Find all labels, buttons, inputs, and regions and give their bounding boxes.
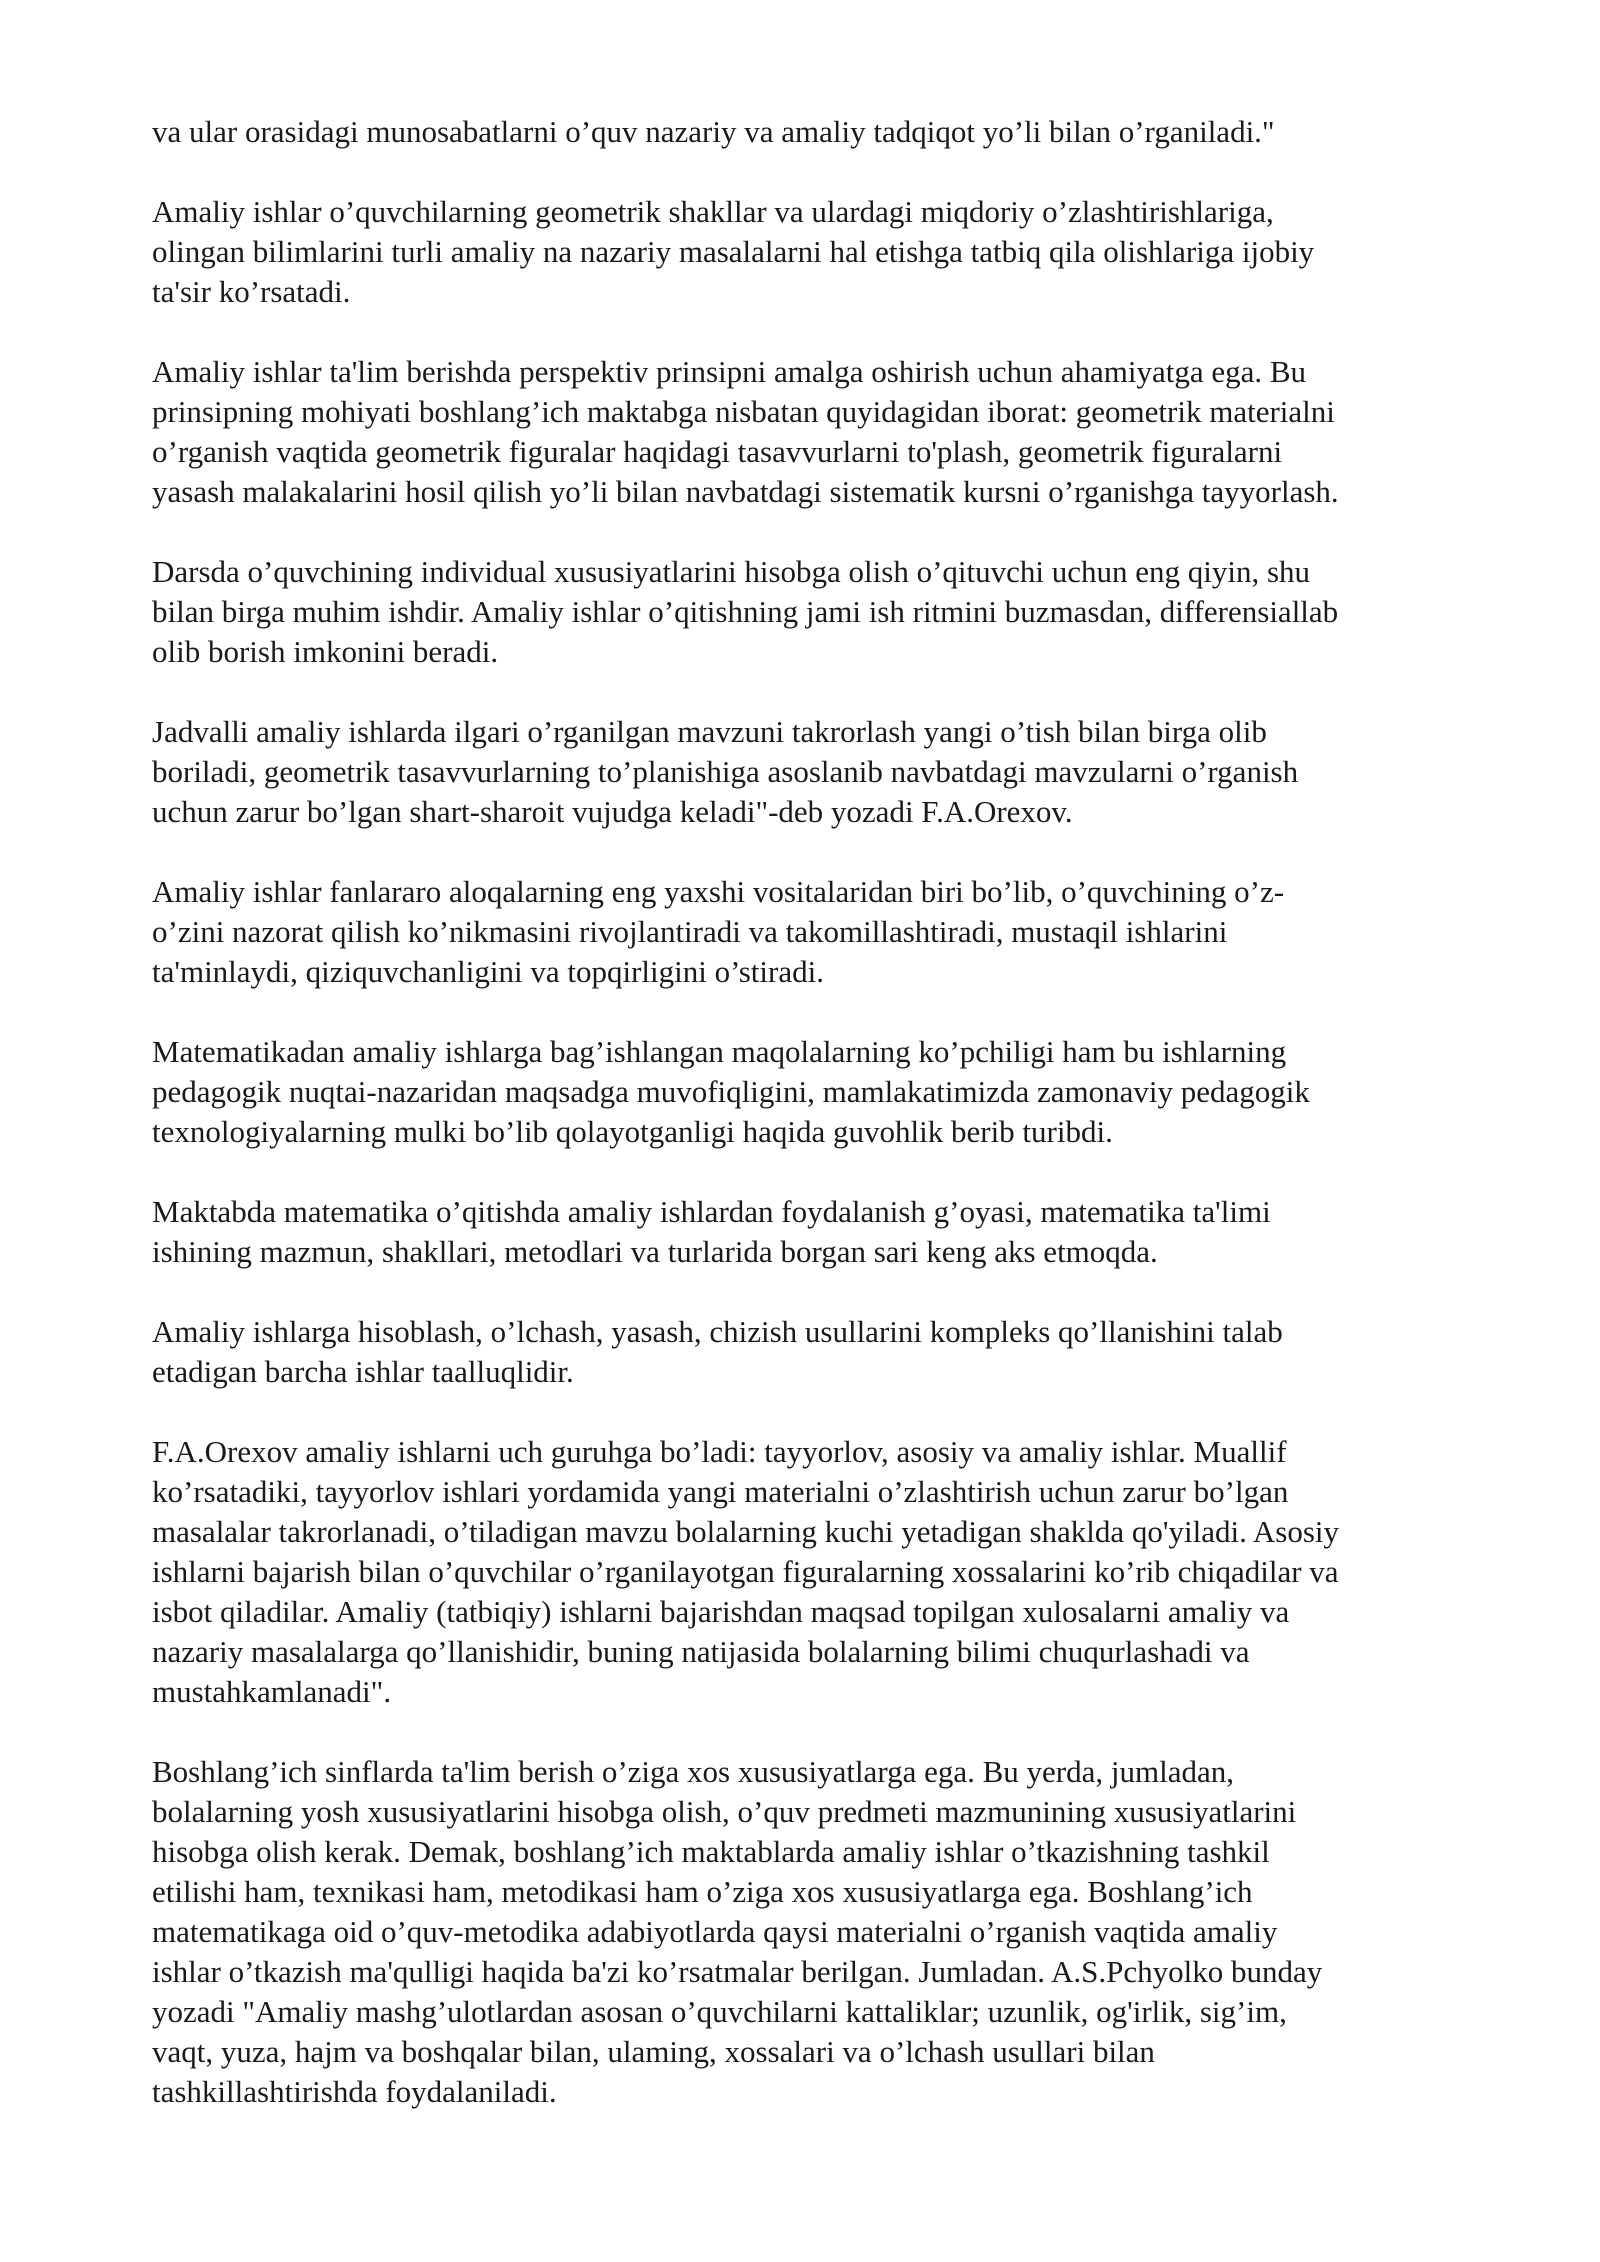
text-line: ta'sir ko’rsatadi. <box>152 274 351 309</box>
text-line: boriladi, geometrik tasavvurlarning to’planishiga asoslanib navbatdagi mavzularni o’rganish <box>152 754 1299 789</box>
paragraph <box>152 1312 1504 1392</box>
text-line: olib borish imkonini beradi. <box>152 634 499 669</box>
text-line: o’zini nazorat qilish ko’nikmasini rivojlantiradi va takomillashtiradi, mustaqil ishlarini <box>152 914 1228 949</box>
paragraph <box>152 1432 1504 1712</box>
text-line: uchun zarur bo’lgan shart-sharoit vujudga keladi"-deb yozadi F.A.Orexov. <box>152 794 1073 829</box>
paragraph <box>152 1032 1504 1152</box>
text-line: bolalarning yosh xususiyatlarini hisobga olish, o’quv predmeti mazmunining xususiyatlarini <box>152 1794 1297 1829</box>
text-line: Matematikadan amaliy ishlarga bag’ishlangan maqolalarning ko’pchiligi ham bu ishlarning <box>152 1034 1287 1069</box>
text-line: olingan bilimlarini turli amaliy na nazariy masalalarni hal etishga tatbiq qila olishlariga ijobiy <box>152 234 1315 269</box>
paragraph <box>152 1192 1504 1272</box>
paragraph <box>152 552 1504 672</box>
text-line: vaqt, yuza, hajm va boshqalar bilan, ulaming, xossalari va o’lchash usullari bilan <box>152 2034 1155 2069</box>
text-line: Amaliy ishlar fanlararo aloqalarning eng yaxshi vositalaridan biri bo’lib, o’quvchining o’z- <box>152 874 1285 909</box>
text-line: etadigan barcha ishlar taalluqlidir. <box>152 1354 574 1389</box>
text-line: nazariy masalalarga qo’llanishidir, buning natijasida bolalarning bilimi chuqurlashadi va <box>152 1634 1250 1669</box>
text-line: yozadi "Amaliy mashg’ulotlardan asosan o’quvchilarni kattaliklar; uzunlik, og'irlik, sig’im, <box>152 1994 1287 2029</box>
text-line: Maktabda matematika o’qitishda amaliy ishlardan foydalanish g’oyasi, matematika ta'limi <box>152 1194 1271 1229</box>
paragraph <box>152 872 1504 992</box>
text-line: Amaliy ishlar o’quvchilarning geometrik shakllar va ulardagi miqdoriy o’zlashtirishlariga, <box>152 194 1274 229</box>
paragraph <box>152 112 1504 152</box>
text-line: matematikaga oid o’quv-metodika adabiyotlarda qaysi materialni o’rganish vaqtida amaliy <box>152 1914 1278 1949</box>
text-line: yasash malakalarini hosil qilish yo’li bilan navbatdagi sistematik kursni o’rganishga tayyorlash. <box>152 474 1339 509</box>
text-line: Amaliy ishlar ta'lim berishda perspektiv prinsipni amalga oshirish uchun ahamiyatga ega. Bu <box>152 354 1307 389</box>
text-line: Amaliy ishlarga hisoblash, o’lchash, yasash, chizish usullarini kompleks qo’llanishini talab <box>152 1314 1283 1349</box>
text-line: Darsda o’quvchining individual xususiyatlarini hisobga olish o’qituvchi uchun eng qiyin, shu <box>152 554 1311 589</box>
paragraph <box>152 352 1504 512</box>
document-page <box>152 112 1504 2152</box>
text-line: bilan birga muhim ishdir. Amaliy ishlar o’qitishning jami ish ritmini buzmasdan, differensiallab <box>152 594 1339 629</box>
paragraph <box>152 1752 1504 2112</box>
text-line: masalalar takrorlanadi, o’tiladigan mavzu bolalarning kuchi yetadigan shaklda qo'yiladi. Asosiy <box>152 1514 1339 1549</box>
text-line: hisobga olish kerak. Demak, boshlang’ich maktablarda amaliy ishlar o’tkazishning tashkil <box>152 1834 1270 1869</box>
text-line: etilishi ham, texnikasi ham, metodikasi ham o’ziga xos xususiyatlarga ega. Boshlang’ich <box>152 1874 1253 1909</box>
text-line: F.A.Orexov amaliy ishlarni uch guruhga bo’ladi: tayyorlov, asosiy va amaliy ishlar. Muallif <box>152 1434 1287 1469</box>
text-line: prinsipning mohiyati boshlang’ich maktabga nisbatan quyidagidan iborat: geometrik materialni <box>152 394 1335 429</box>
text-line: o’rganish vaqtida geometrik figuralar haqidagi tasavvurlarni to'plash, geometrik figuralarni <box>152 434 1283 469</box>
text-line: Boshlang’ich sinflarda ta'lim berish o’ziga xos xususiyatlarga ega. Bu yerda, jumladan, <box>152 1754 1234 1789</box>
text-line: texnologiyalarning mulki bo’lib qolayotganligi haqida guvohlik berib turibdi. <box>152 1114 1113 1149</box>
text-line: Jadvalli amaliy ishlarda ilgari o’rganilgan mavzuni takrorlash yangi o’tish bilan birga olib <box>152 714 1267 749</box>
text-line: ishlarni bajarish bilan o’quvchilar o’rganilayotgan figuralarning xossalarini ko’rib chiqadilar va <box>152 1554 1339 1589</box>
text-line: ishlar o’tkazish ma'qulligi haqida ba'zi ko’rsatmalar berilgan. Jumladan. A.S.Pchyolko bunday <box>152 1954 1323 1989</box>
text-line: ishining mazmun, shakllari, metodlari va turlarida borgan sari keng aks etmoqda. <box>152 1234 1158 1269</box>
text-line: ta'minlaydi, qiziquvchanligini va topqirligini o’stiradi. <box>152 954 824 989</box>
text-line: isbot qiladilar. Amaliy (tatbiqiy) ishlarni bajarishdan maqsad topilgan xulosalarni amaliy va <box>152 1594 1290 1629</box>
paragraph <box>152 712 1504 832</box>
text-line: ko’rsatadiki, tayyorlov ishlari yordamida yangi materialni o’zlashtirish uchun zarur bo’lgan <box>152 1474 1289 1509</box>
text-line: va ular orasidagi munosabatlarni o’quv nazariy va amaliy tadqiqot yo’li bilan o’rganiladi." <box>152 114 1275 149</box>
text-line: tashkillashtirishda foydalaniladi. <box>152 2074 557 2109</box>
paragraph <box>152 192 1504 312</box>
text-line: mustahkamlanadi". <box>152 1674 392 1709</box>
text-line: pedagogik nuqtai-nazaridan maqsadga muvofiqligini, mamlakatimizda zamonaviy pedagogik <box>152 1074 1310 1109</box>
